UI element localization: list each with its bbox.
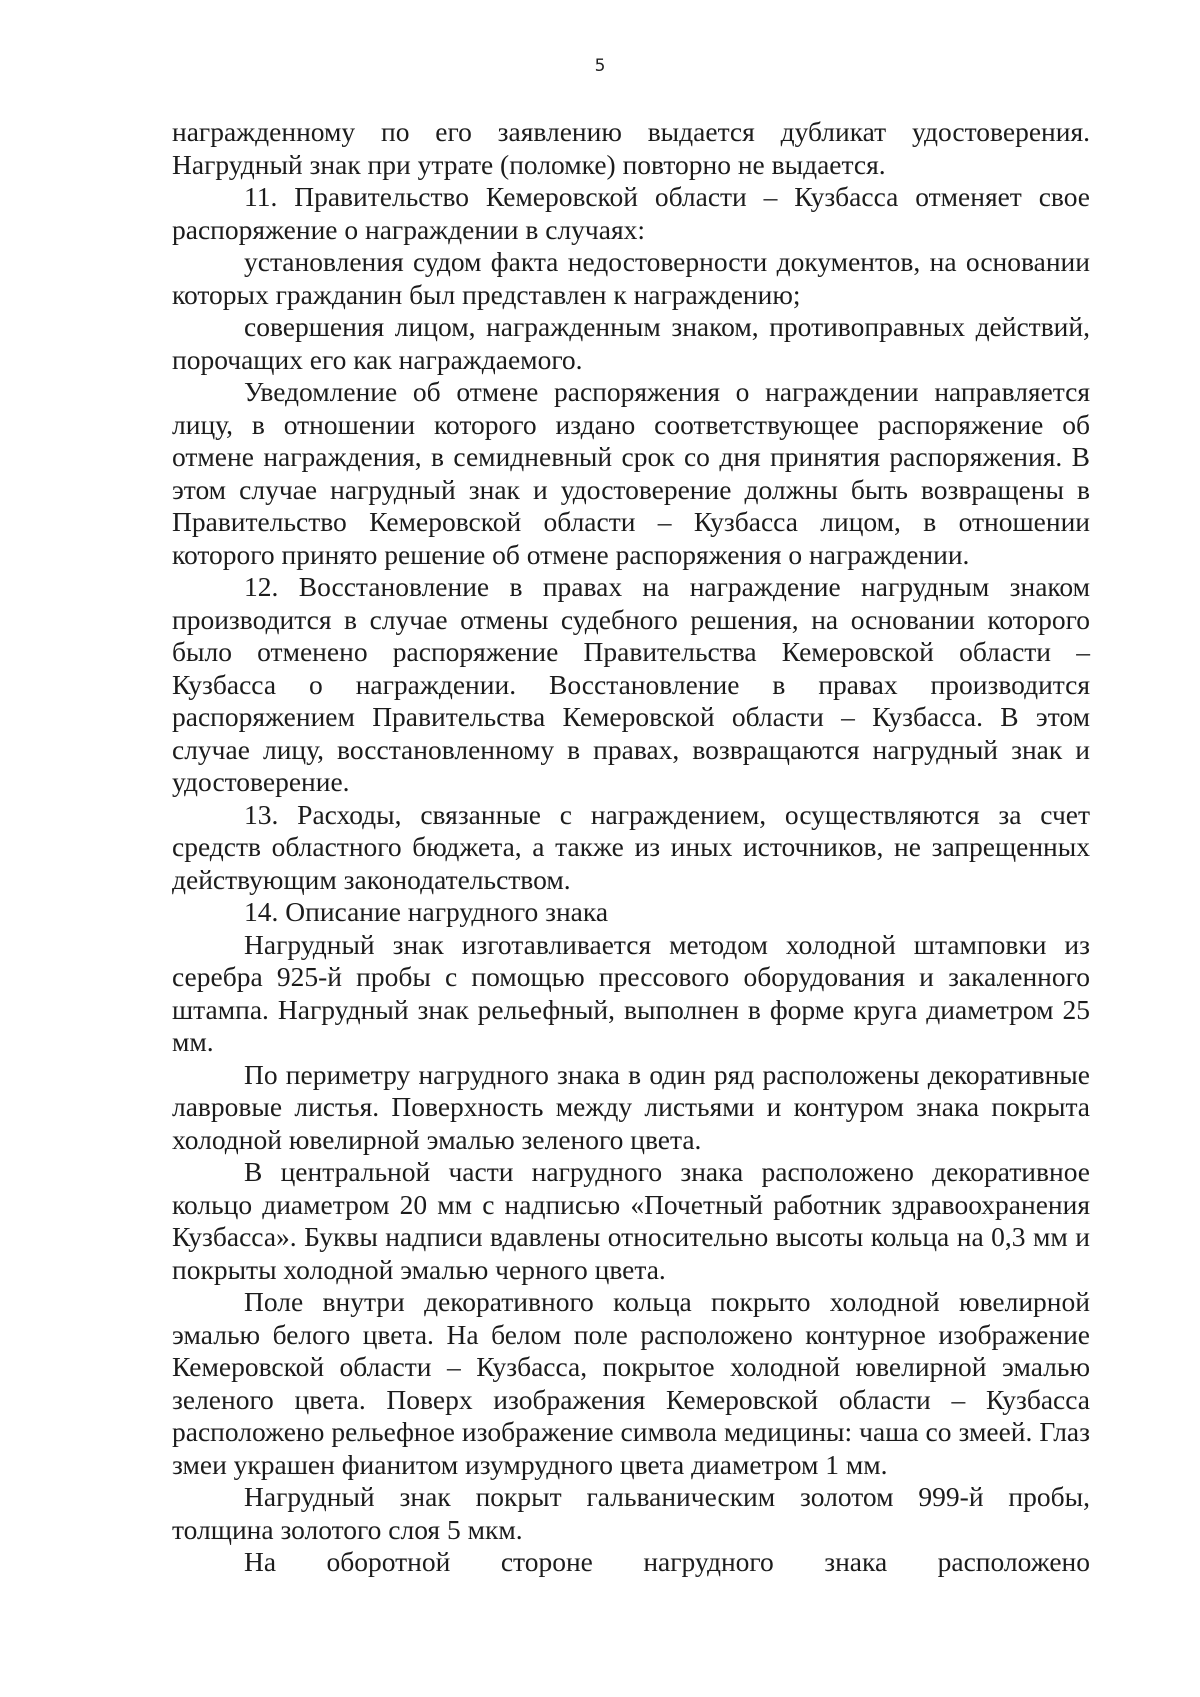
paragraph-11-revocation: 11. Правительство Кемеровской области – Кузбасса отменяет свое распоряжение о награждении в случаях: bbox=[172, 181, 1090, 245]
paragraph-duplicate-certificate: награжденному по его заявлению выдается дубликат удостоверения. Нагрудный знак при утрате (поломке) повторно не выдается. bbox=[172, 116, 1090, 180]
document-body bbox=[172, 116, 1090, 1579]
paragraph-badge-gold-coating: Нагрудный знак покрыт гальваническим золотом 999-й пробы, толщина золотого слоя 5 мкм. bbox=[172, 1481, 1090, 1545]
paragraph-badge-perimeter: По периметру нагрудного знака в один ряд расположены декоративные лавровые листья. Поверхность между листьями и контуром знака покрыта холодной ювелирной эмалью зеленого цвета. bbox=[172, 1058, 1090, 1155]
paragraph-badge-field: Поле внутри декоративного кольца покрыто холодной ювелирной эмалью белого цвета. На белом поле расположено контурное изображение Кемеровской области – Кузбасса, покрытое холодной ювелирной эмалью зеленого цвета. Поверх изображения Кемеровской области – Кузбасса расположено рельефное изображение символа медицины: чаша со змеей. Глаз змеи украшен фианитом изумрудного цвета диаметром 1 мм. bbox=[172, 1286, 1090, 1480]
paragraph-badge-reverse-side: На оборотной стороне нагрудного знака расположено bbox=[244, 1546, 1090, 1577]
paragraph-badge-center-ring: В центральной части нагрудного знака расположено декоративное кольцо диаметром 20 мм с надписью «Почетный работник здравоохранения Кузбасса». Буквы надписи вдавлены относительно высоты кольца на 0,3 мм и покрыты холодной эмалью черного цвета. bbox=[172, 1156, 1090, 1285]
paragraph-badge-manufacturing: Нагрудный знак изготавливается методом холодной штамповки из серебра 925-й пробы с помощью прессового оборудования и закаленного штампа. Нагрудный знак рельефный, выполнен в форме круга диаметром 25 мм. bbox=[172, 928, 1090, 1057]
paragraph-revocation-case-misconduct: совершения лицом, награжденным знаком, противоправных действий, порочащих его как награждаемого. bbox=[172, 311, 1090, 375]
paragraph-14-heading: 14. Описание нагрудного знака bbox=[244, 896, 609, 927]
paragraph-13-expenses: 13. Расходы, связанные с награждением, осуществляются за счет средств областного бюджета, а также из иных источников, не запрещенных действующим законодательством. bbox=[172, 798, 1090, 895]
page-number: 5 bbox=[594, 56, 606, 76]
paragraph-revocation-notice: Уведомление об отмене распоряжения о награждении направляется лицу, в отношении которого издано соответствующее распоряжение об отмене награждения, в семидневный срок со дня принятия распоряжения. В этом случае нагрудный знак и удостоверение должны быть возвращены в Правительство Кемеровской области – Кузбасса лицом, в отношении которого принято решение об отмене распоряжения о награждении. bbox=[172, 376, 1090, 570]
paragraph-revocation-case-documents: установления судом факта недостоверности документов, на основании которых гражданин был представлен к награждению; bbox=[172, 246, 1090, 310]
paragraph-12-restoration: 12. Восстановление в правах на награждение нагрудным знаком производится в случае отмены судебного решения, на основании которого было отменено распоряжение Правительства Кемеровской области – Кузбасса о награждении. Восстановление в правах производится распоряжением Правительства Кемеровской области – Кузбасса. В этом случае лицу, восстановленному в правах, возвращаются нагрудный знак и удостоверение. bbox=[172, 571, 1090, 797]
